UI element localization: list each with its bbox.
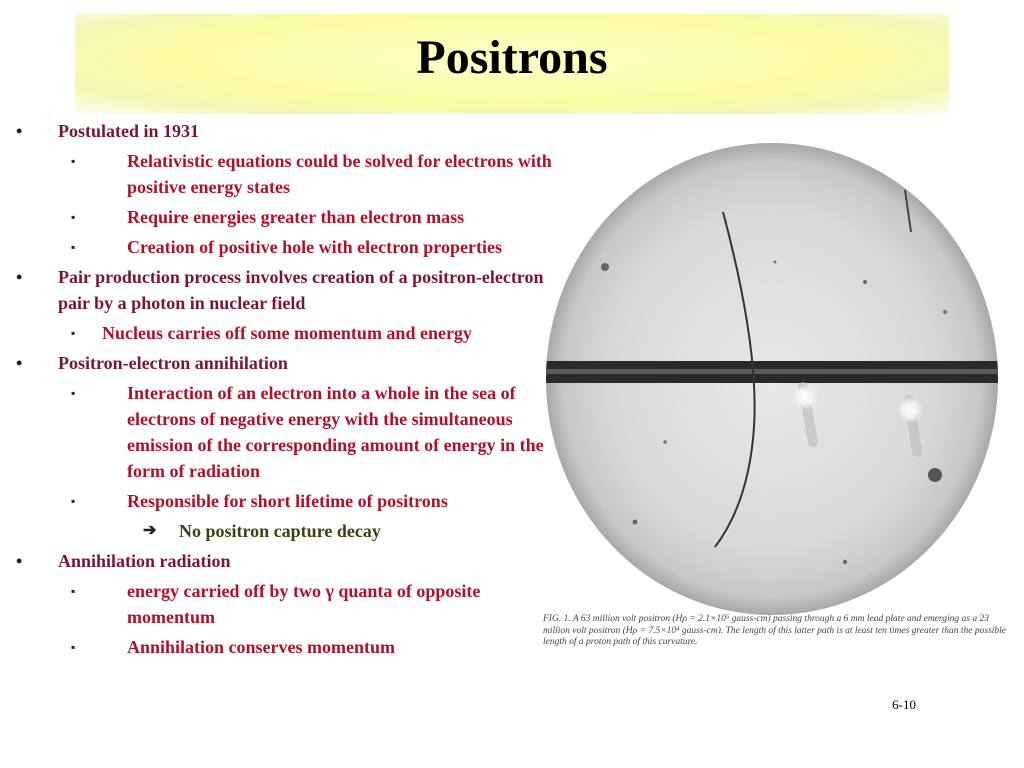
sub-bullet-item: [0, 234, 560, 260]
sub-bullet-item: [0, 578, 560, 630]
bullet-text: Annihilation radiation: [58, 551, 231, 571]
bullet-text: Pair production process involves creation of a positron-electron pair by a photon in nuclear field: [58, 267, 544, 313]
figure-caption: FIG. 1. A 63 million volt positron (Hρ = 2.1×10⁵ gauss-cm) passing through a 6 mm lead plate and emerging as a 23 million volt positron (Hρ = 7.5×10⁴ gauss-cm). The length of this latter path is at least ten times greater than the possible length of a proton path of this curvature.: [543, 614, 1007, 647]
bullet-item: [0, 264, 560, 316]
page-number: 6-10: [892, 697, 916, 712]
bullet-text: energy carried off by two γ quanta of opposite momentum: [127, 581, 481, 627]
square-bullet-marker: ▪: [71, 386, 76, 400]
bullet-item: [0, 548, 560, 574]
bullet-marker: •: [16, 353, 23, 373]
bullet-list: [0, 118, 560, 664]
sub-sub-bullet-item: [0, 518, 560, 544]
bullet-text: Relativistic equations could be solved for electrons with positive energy states: [127, 151, 552, 197]
arrow-right-icon: ➔: [143, 522, 157, 539]
square-bullet-marker: ▪: [71, 240, 76, 254]
bullet-marker: •: [16, 267, 23, 287]
bullet-text: No positron capture decay: [179, 521, 381, 541]
bullet-text: Require energies greater than electron mass: [127, 207, 465, 227]
bullet-text: Interaction of an electron into a whole in the sea of electrons of negative energy with the simultaneous emission of the corresponding amount of energy in the form of radiation: [127, 383, 544, 481]
square-bullet-marker: ▪: [71, 494, 76, 508]
lead-plate-highlight: [545, 369, 999, 374]
sub-bullet-item: [0, 148, 560, 200]
sub-bullet-item: [0, 634, 560, 660]
speck: [928, 468, 942, 482]
square-bullet-marker: ▪: [71, 210, 76, 224]
bullet-item: [0, 118, 560, 144]
sub-bullet-item: [0, 380, 560, 484]
bullet-text: Nucleus carries off some momentum and energy: [102, 323, 472, 343]
speck: [943, 310, 947, 314]
sub-bullet-item: [0, 488, 560, 514]
square-bullet-marker: ▪: [71, 154, 76, 168]
speck: [633, 520, 638, 525]
sub-bullet-item: [0, 204, 560, 230]
bright-spot: [897, 397, 923, 423]
square-bullet-marker: ▪: [71, 640, 76, 654]
speck: [663, 440, 667, 444]
square-bullet-marker: ▪: [71, 326, 76, 340]
bullet-text: Responsible for short lifetime of positrons: [127, 491, 448, 511]
bullet-text: Annihilation conserves momentum: [127, 637, 396, 657]
speck: [843, 560, 847, 564]
cloud-chamber-photo: [545, 142, 999, 616]
square-bullet-marker: ▪: [71, 584, 76, 598]
bullet-text: Positron-electron annihilation: [58, 353, 288, 373]
speck: [774, 261, 777, 264]
bright-spot: [792, 384, 818, 410]
speck: [601, 263, 609, 271]
speck: [863, 280, 867, 284]
bullet-marker: •: [16, 551, 23, 571]
sub-bullet-item: [0, 320, 560, 346]
bullet-marker: •: [16, 121, 23, 141]
speck: [958, 550, 962, 554]
bullet-item: [0, 350, 560, 376]
bullet-text: Creation of positive hole with electron properties: [127, 237, 502, 257]
bullet-text: Postulated in 1931: [58, 121, 200, 141]
slide-title: Positrons: [416, 31, 608, 84]
